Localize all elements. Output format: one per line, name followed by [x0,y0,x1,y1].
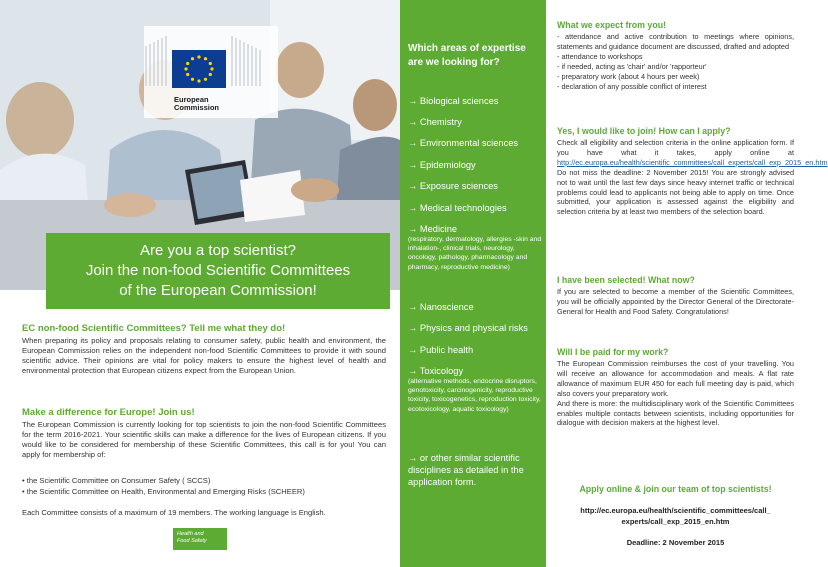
paragraph-selected: If you are selected to become a member of the Scientific Committees, you will be officially appointed by the Director General of the Directorate-General for Health and Food Safety. Congratulations! [557,287,794,316]
banner-line-3: of the European Commission! [119,282,317,299]
expertise-panel [400,0,546,567]
heading-payment: Will I be paid for my work? [557,347,669,357]
expertise-item [408,345,542,356]
expertise-item [408,181,542,192]
paragraph-make-a-difference: The European Commission is currently looking for top scientists to join the non-food Scientific Committees for the term 2016-2021. Your scientific skills can make a difference for the lives of European citizens. If you would like to be considered for membership of these Scientific Committees, this call is for you! You can apply for membership of: [22,420,386,459]
expertise-item [408,203,542,214]
logo-line-2: Commission [174,103,220,112]
expertise-sublist: (alternative methods, endocrine disruptors, genotoxicity, carcinogenicity, reproductive toxicity, toxicogenetics, reproduction toxicity, ecotoxicology, aquatic toxicology) [408,378,541,413]
expertise-item [408,96,542,107]
apply-url-line-1[interactable]: http://ec.europa.eu/health/scientific_committees/call_ [580,506,771,515]
expertise-item [408,138,542,149]
committee-item-scheer: • the Scientific Committee on Health, Environmental and Emerging Risks (SCHEER) [22,487,305,496]
heading-how-to-apply: Yes, I would like to join! How can I apply? [557,126,731,136]
expertise-label: → Medicine [408,224,458,234]
heading-make-a-difference: Make a difference for Europe! Join us! [22,407,195,418]
banner-line-2: Join the non-food Scientific Committees [85,262,351,279]
committee-item-sccs: • the Scientific Committee on Consumer Safety ( SCCS) [22,476,211,485]
tag-line-1: Health and [177,531,204,537]
heading-expectations: What we expect from you! [557,20,666,30]
expectations-list [557,32,794,91]
expertise-item [408,323,542,334]
paragraph-what-they-do: When preparing its policy and proposals relating to consumer safety, public health and environment, the European Commission relies on the independent non-food Scientific Committees to provide it with sound scientific advice. Their opinions are vital for policy makers to ensure the highest level of health and environmental protection that European citizens expect from the European Union. [22,336,386,375]
expertise-label: → Public health [408,345,474,355]
expectation-item: - attendance to workshops [557,51,643,61]
expectation-item: - preparatory work (about 4 hours per week) [557,71,700,81]
tag-line-2: Food Safety [177,538,207,544]
expectation-item: - declaration of any possible conflict of interest [557,81,707,91]
health-food-safety-tag [173,528,227,550]
application-link[interactable]: http://ec.europa.eu/health/scientific_committees/call_experts/call_exp_2015_en.htm [557,157,828,167]
expertise-title [408,42,542,70]
apply-intro-text: Check all eligibility and selection criteria in the online application form. If you have what it takes, apply online at [557,138,794,157]
heading-selected: I have been selected! What now? [557,275,695,285]
expertise-other: → or other similar scientific disciplines as detailed in the application form. [408,453,524,487]
expertise-item [408,302,542,313]
paragraph-payment [557,359,794,428]
paragraph-how-to-apply [557,138,828,217]
deadline-text: Deadline: 2 November 2015 [626,538,725,547]
expertise-title-line-1: Which areas of expertise [408,43,526,54]
logo-wordmark [174,96,219,112]
expertise-label: → Physics and physical risks [408,323,528,333]
apply-url-line-2[interactable]: experts/call_exp_2015_en.htm [621,516,730,526]
expertise-label: → Exposure sciences [408,181,498,191]
expertise-item [408,160,542,171]
expertise-label: → Nanoscience [408,302,474,312]
expectation-item: - attendance and active contribution to meetings where opinions, statements and guidance document are discussed, drafted and adopted [557,32,794,51]
eu-commission-logo [144,26,278,118]
expertise-item [408,117,542,128]
expertise-title-line-2: are we looking for? [408,57,500,68]
logo-line-1: European [174,95,209,104]
expertise-item [408,224,542,272]
expectation-item: - if needed, acting as 'chair' and/or 'rapporteur' [557,61,707,71]
payment-extra-text: And there is more: the multidisciplinary work of the Scientific Committees enables multiple contacts between scientists, including opportunities for dialogue with decision makers at the highest level. [557,398,794,428]
payment-text: The European Commission reimburses the cost of your travelling. You will receive an allowance for accommodation and meals. A flat rate allowance of maximum EUR 450 for each full meeting day is paid, which also covers your preparatory work. [557,359,794,398]
members-note: Each Committee consists of a maximum of 19 members. The working language is English. [22,508,326,517]
expertise-sublist: (respiratory, dermatology, allergies -skin and inhalation-, clinical trials, neurology, oncology, pathology, pharmacology and pharmacy, reproductive medicine) [408,236,542,271]
expertise-label: → Biological sciences [408,96,499,106]
heading-what-they-do: EC non-food Scientific Committees? Tell me what they do! [22,323,286,334]
apply-url[interactable] [557,506,794,527]
headline-banner [46,233,390,309]
apply-cta: Apply online & join our team of top scientists! [579,484,772,494]
left-panel [0,0,400,567]
apply-deadline-text: Do not miss the deadline: 2 November 2015! You are strongly advised not to wait until the last few days since heavy internet traffic or technical problems could lead to applicants not being able to apply on time. Once submitted, your application is assessed against the eligibility and selection criteria by at least two members of the selection board. [557,167,794,217]
banner-line-1: Are you a top scientist? [140,242,296,259]
expertise-item [408,366,542,414]
expertise-label: → Medical technologies [408,203,507,213]
expertise-label: → Toxicology [408,366,464,376]
expertise-label: → Environmental sciences [408,138,519,148]
expertise-label: → Chemistry [408,117,462,127]
expertise-label: → Epidemiology [408,160,476,170]
right-panel [546,0,828,567]
